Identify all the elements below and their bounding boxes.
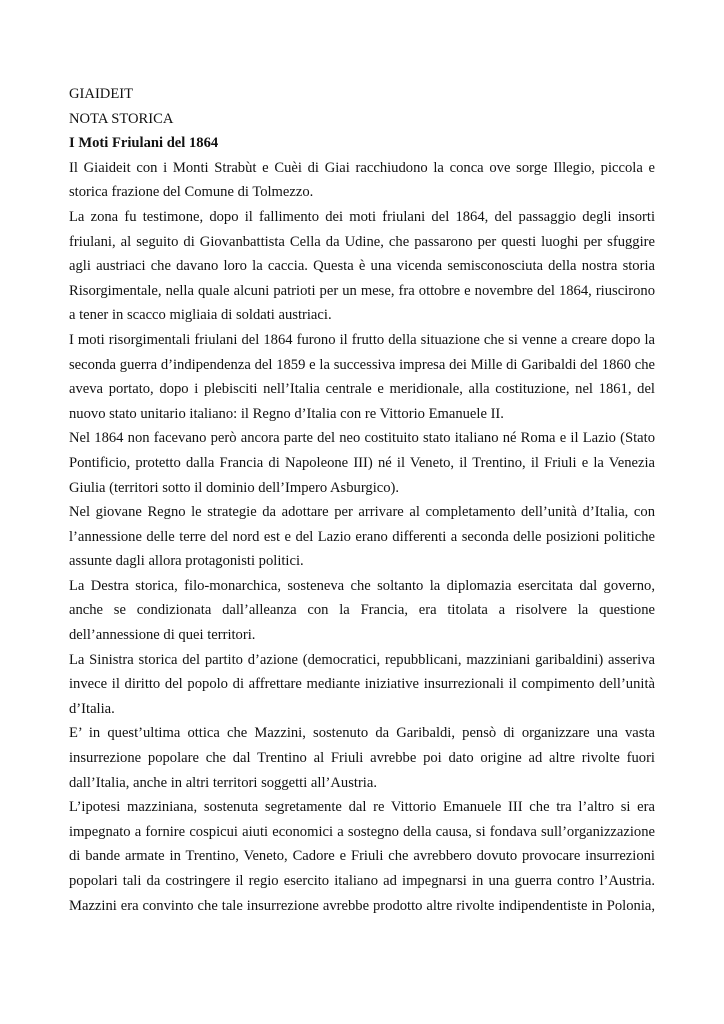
paragraph-line: Pontificio, protetto dalla Francia di Napoleone III) né il Veneto, il Trentino, il Friuli e la Venezia <box>69 454 655 471</box>
paragraph-line: dell’annessione di quei territori. <box>69 627 256 644</box>
paragraph-line: seconda guerra d’indipendenza del 1859 e la successiva impresa dei Mille di Garibaldi del 1860 che <box>69 356 655 373</box>
paragraph <box>69 648 655 722</box>
document-page <box>69 82 655 918</box>
paragraph-line: Giulia (territori sotto il dominio dell’Impero Asburgico). <box>69 479 400 496</box>
paragraph-line: insurrezione popolare che dal Trentino al Friuli avrebbe poi dato origine ad altre rivolte fuori <box>69 750 655 767</box>
paragraph-line: friulani, al seguito di Giovanbattista Cella da Udine, che passarono per questi luoghi per sfuggire <box>69 233 655 250</box>
document-header-subtitle: NOTA STORICA <box>69 110 174 127</box>
paragraph-line: storica frazione del Comune di Tolmezzo. <box>69 184 314 201</box>
paragraph-line: agli austriaci che davano loro la caccia. Questa è una vicenda semisconosciuta della nostra storia <box>69 258 655 275</box>
paragraph <box>69 500 655 574</box>
paragraph-line: La zona fu testimone, dopo il fallimento dei moti friulani del 1864, del passaggio degli insorti <box>69 208 655 225</box>
paragraph-line: Mazzini era convinto che tale insurrezione avrebbe prodotto altre rivolte indipendentiste in Polonia, <box>69 897 655 914</box>
paragraph-line: a tener in scacco migliaia di soldati austriaci. <box>69 307 332 324</box>
paragraph <box>69 205 655 328</box>
paragraph-line: d’Italia. <box>69 700 115 717</box>
paragraph-line: anche se condizionata dall’alleanza con la Francia, era titolata a risolvere la questione <box>69 602 655 619</box>
paragraph-line: l’annessione delle terre del nord est e del Lazio erano differenti a seconda delle posizioni politiche <box>69 528 655 545</box>
paragraph <box>69 426 655 500</box>
paragraph <box>69 574 655 648</box>
document-body <box>69 156 655 918</box>
paragraph-line: Nel giovane Regno le strategie da adottare per arrivare al completamento dell’unità d’Italia, con <box>69 504 655 521</box>
paragraph-line: di bande armate in Trentino, Veneto, Cadore e Friuli che avrebbero dovuto provocare insurrezioni <box>69 848 655 865</box>
paragraph-line: E’ in quest’ultima ottica che Mazzini, sostenuto da Garibaldi, pensò di organizzare una vasta <box>69 725 655 742</box>
paragraph-line: popolari tali da costringere il regio esercito italiano ad impegnarsi in una guerra contro l’Austria. <box>69 873 655 889</box>
paragraph-line: Nel 1864 non facevano però ancora parte del neo costituito stato italiano né Roma e il Lazio (Stato <box>69 430 655 447</box>
paragraph-line: assunte dagli allora protagonisti politici. <box>69 553 304 570</box>
paragraph-line: nuovo stato unitario italiano: il Regno d’Italia con re Vittorio Emanuele II. <box>69 405 504 422</box>
paragraph-line: aveva portato, dopo i plebisciti nell’Italia centrale e meridionale, alla costituzione, nel 1861, del <box>69 381 655 398</box>
document-header-title: GIAIDEIT <box>69 86 134 102</box>
paragraph-line: impegnato a fornire cospicui aiuti economici a sostegno della causa, si fondava sull’organizzazione <box>69 823 655 840</box>
paragraph <box>69 328 655 426</box>
paragraph <box>69 156 655 205</box>
paragraph-line: La Sinistra storica del partito d’azione (democratici, repubblicani, mazziniani garibaldini) asseriva <box>69 651 655 668</box>
paragraph-line: La Destra storica, filo-monarchica, sosteneva che soltanto la diplomazia esercitata dal governo, <box>69 577 655 594</box>
section-title: I Moti Friulani del 1864 <box>69 135 219 152</box>
paragraph-line: invece il diritto del popolo di affrettare mediante iniziative insurrezionali il compimento dell’unità <box>69 676 655 693</box>
paragraph-line: I moti risorgimentali friulani del 1864 furono il frutto della situazione che si venne a creare dopo la <box>69 331 655 348</box>
paragraph-line: Risorgimentale, nella quale alcuni patrioti per un mese, fra ottobre e novembre del 1864, riuscirono <box>69 282 655 299</box>
paragraph-line: L’ipotesi mazziniana, sostenuta segretamente dal re Vittorio Emanuele III che tra l’altro si era <box>69 799 655 816</box>
paragraph <box>69 795 655 918</box>
paragraph-line: dall’Italia, anche in altri territori soggetti all’Austria. <box>69 774 377 791</box>
paragraph <box>69 721 655 795</box>
paragraph-line: Il Giaideit con i Monti Strabùt e Cuèi di Giai racchiudono la conca ove sorge Illegio, piccola e <box>69 159 655 176</box>
